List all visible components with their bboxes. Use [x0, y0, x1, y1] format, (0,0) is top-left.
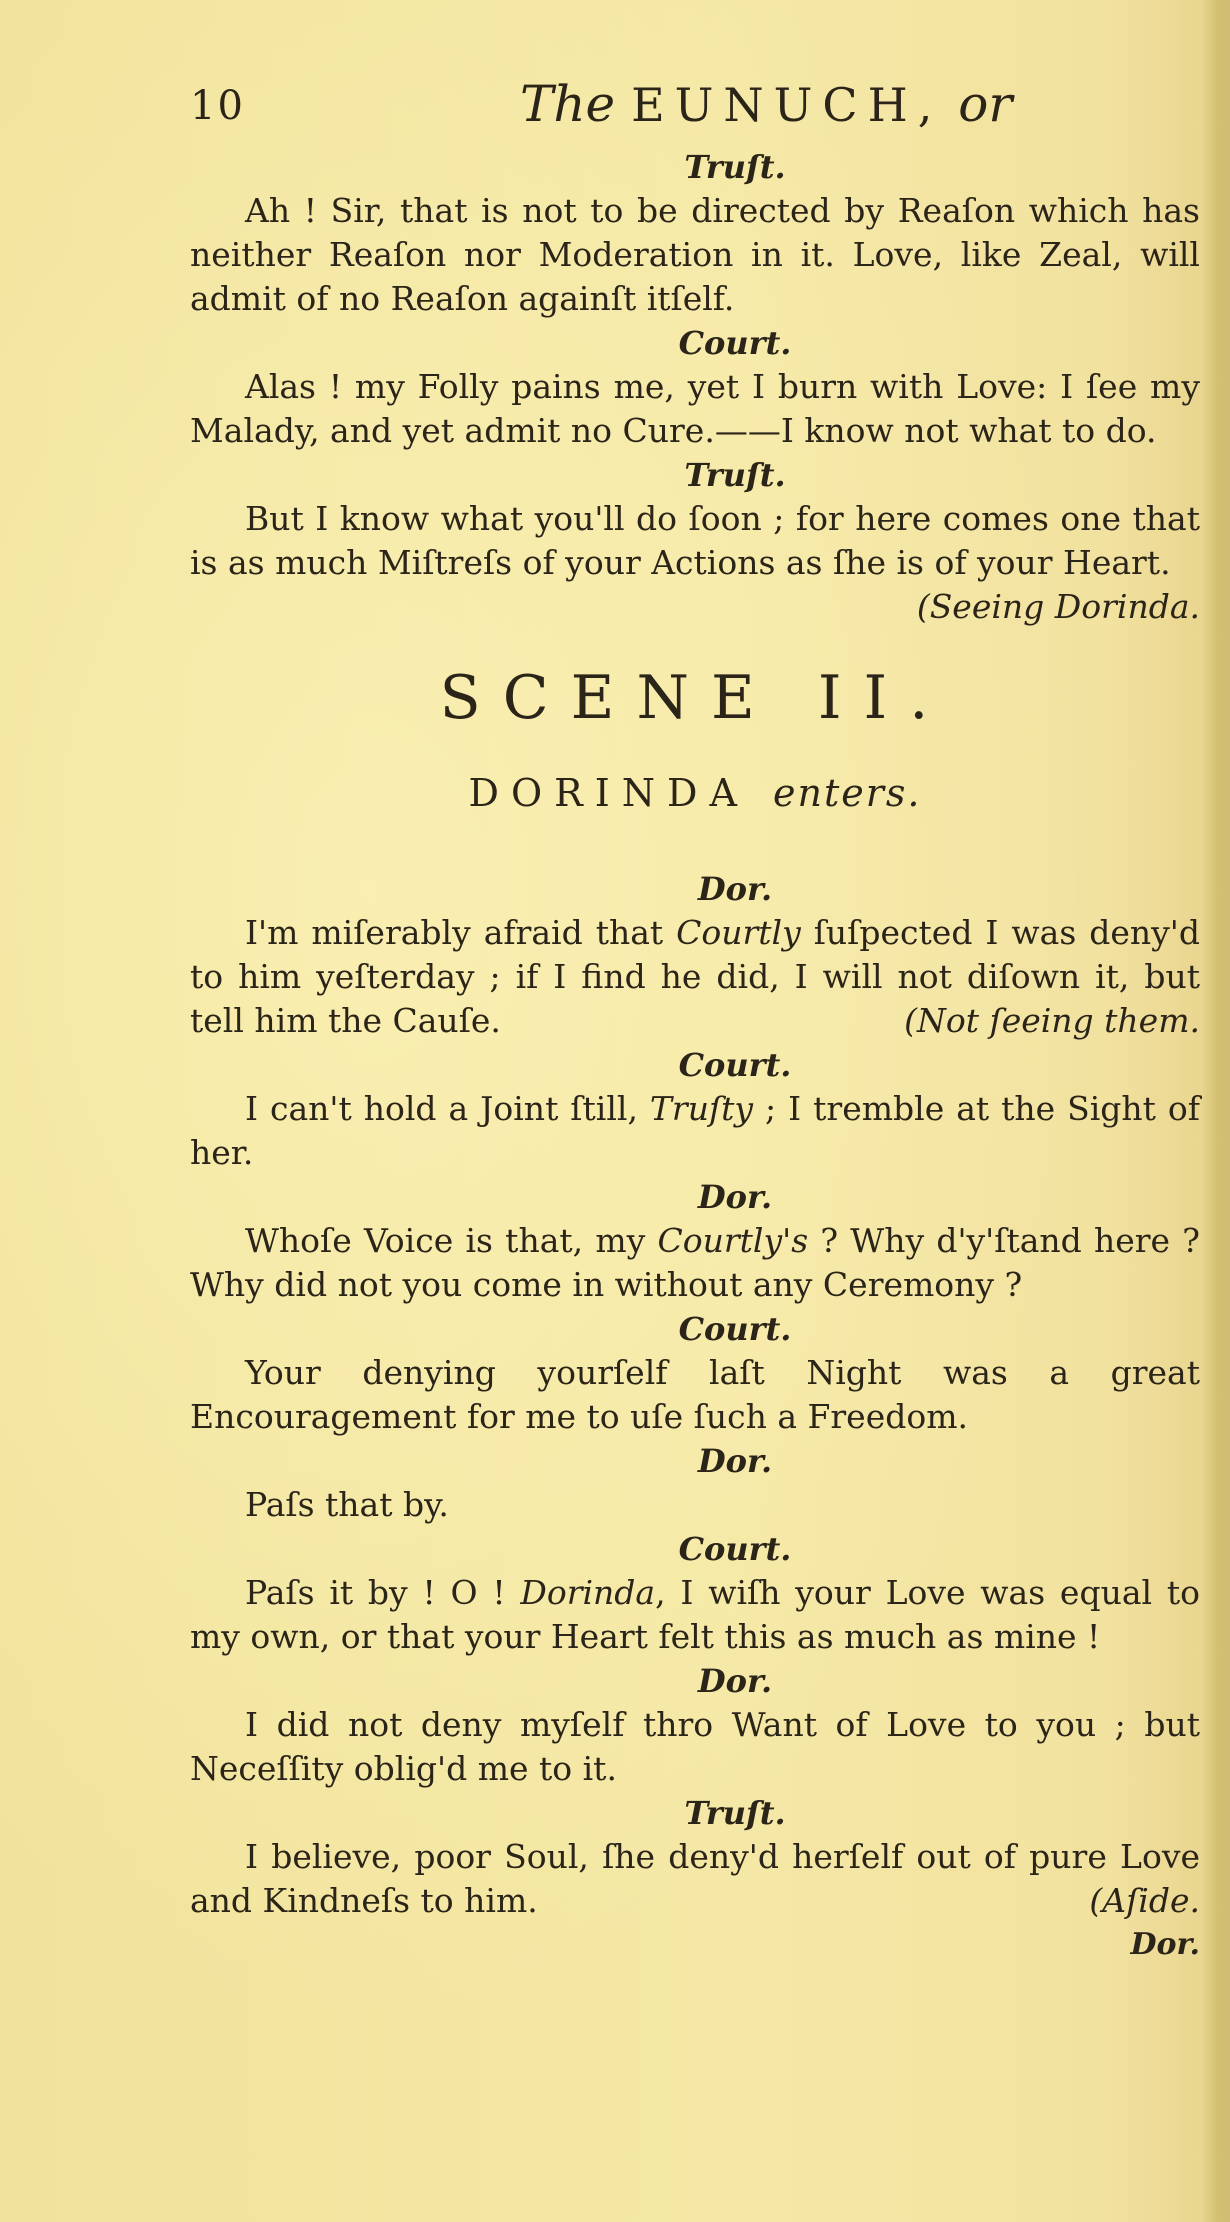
speech-line: ; I tremble at the Sight of her. [190, 1089, 1200, 1172]
speech-line: Paſs it by ! O ! [245, 1573, 521, 1612]
speech-text [190, 497, 1200, 626]
stage-direction: (Not ſeeing them. [904, 1001, 1200, 1040]
speaker-name: Truſt. [684, 1794, 786, 1832]
character-name: Courtly's [657, 1221, 809, 1260]
speaker-name: Truſt. [684, 456, 786, 494]
speech-text [190, 1571, 1200, 1659]
entering-character: DORINDA [468, 771, 749, 815]
speech-text [190, 911, 1200, 1043]
speech-line: ? Why d'y'ſtand here ? Why did not you come in without any Ceremony ? [190, 1221, 1200, 1304]
catchword: Dor. [1130, 1927, 1200, 1962]
character-name: Truſty [649, 1089, 754, 1128]
character-name: Dorinda [520, 1573, 656, 1612]
speaker-name: Dor. [697, 1178, 773, 1216]
entrance-line [190, 771, 1200, 815]
speech-text: I did not deny myſelf thro Want of Love to you ; but Neceſſity oblig'd me to it. [190, 1705, 1200, 1788]
stage-direction: (Seeing Dorinda. [916, 587, 1200, 626]
speaker-name: Court. [678, 1046, 792, 1084]
page-content [190, 145, 1200, 1967]
character-name: Courtly [676, 913, 801, 952]
speech-line: I can't hold a Joint ſtill, [245, 1089, 650, 1128]
speech-line: , I wiſh your Love was equal to my own, or that your Heart felt this as much as mine ! [190, 1573, 1200, 1656]
speaker-name: Dor. [697, 1442, 773, 1480]
speech-text [190, 1835, 1200, 1923]
speech-text: Your denying yourſelf laſt Night was a great Encouragement for me to uſe ſuch a Freedom. [190, 1353, 1200, 1436]
speaker-name: Dor. [697, 870, 773, 908]
scene-heading: SCENE II. [439, 663, 951, 733]
speech-text: Paſs that by. [245, 1485, 449, 1524]
speaker-name: Truſt. [684, 148, 786, 186]
speech-line: ſuſpected I was deny'd to him yeſterday ; if I find he did, I will not diſown it, but tell him the Cauſe. [190, 913, 1200, 1040]
speech-text: Ah ! Sir, that is not to be directed by Reaſon which has neither Reaſon nor Moderation in it. Love, like Zeal, will admit of no Reaſon againſt itſelf. [190, 191, 1200, 318]
speaker-name: Dor. [697, 1662, 773, 1700]
speech-line: I believe, poor Soul, ſhe deny'd herſelf out of pure Love and Kindneſs to him. [190, 1837, 1200, 1920]
title-suffix: or [958, 75, 1013, 133]
enters-word: enters. [773, 771, 922, 815]
page-edge-shadow [1202, 0, 1230, 2222]
title-main: EUNUCH, [631, 78, 943, 132]
speaker-name: Court. [678, 324, 792, 362]
speech-line: I'm miſerably afraid that [245, 913, 677, 952]
speech-text: Alas ! my Folly pains me, yet I burn with Love: I ſee my Malady, and yet admit no Cure.——I know not what to do. [190, 367, 1200, 450]
running-title [520, 75, 1012, 133]
speaker-name: Court. [678, 1530, 792, 1568]
speech-text [190, 1219, 1200, 1307]
title-prefix: The [520, 75, 616, 133]
running-header [190, 75, 1090, 145]
speaker-name: Court. [678, 1310, 792, 1348]
speech-line: But I know what you'll do ſoon ; for here comes one that is as much Miſtreſs of your Actions as ſhe is of your Heart. [190, 499, 1200, 582]
stage-direction: (Aſide. [1089, 1881, 1200, 1920]
speech-text [190, 1087, 1200, 1175]
speech-line: Whoſe Voice is that, my [245, 1221, 658, 1260]
page-number: 10 [190, 83, 245, 129]
